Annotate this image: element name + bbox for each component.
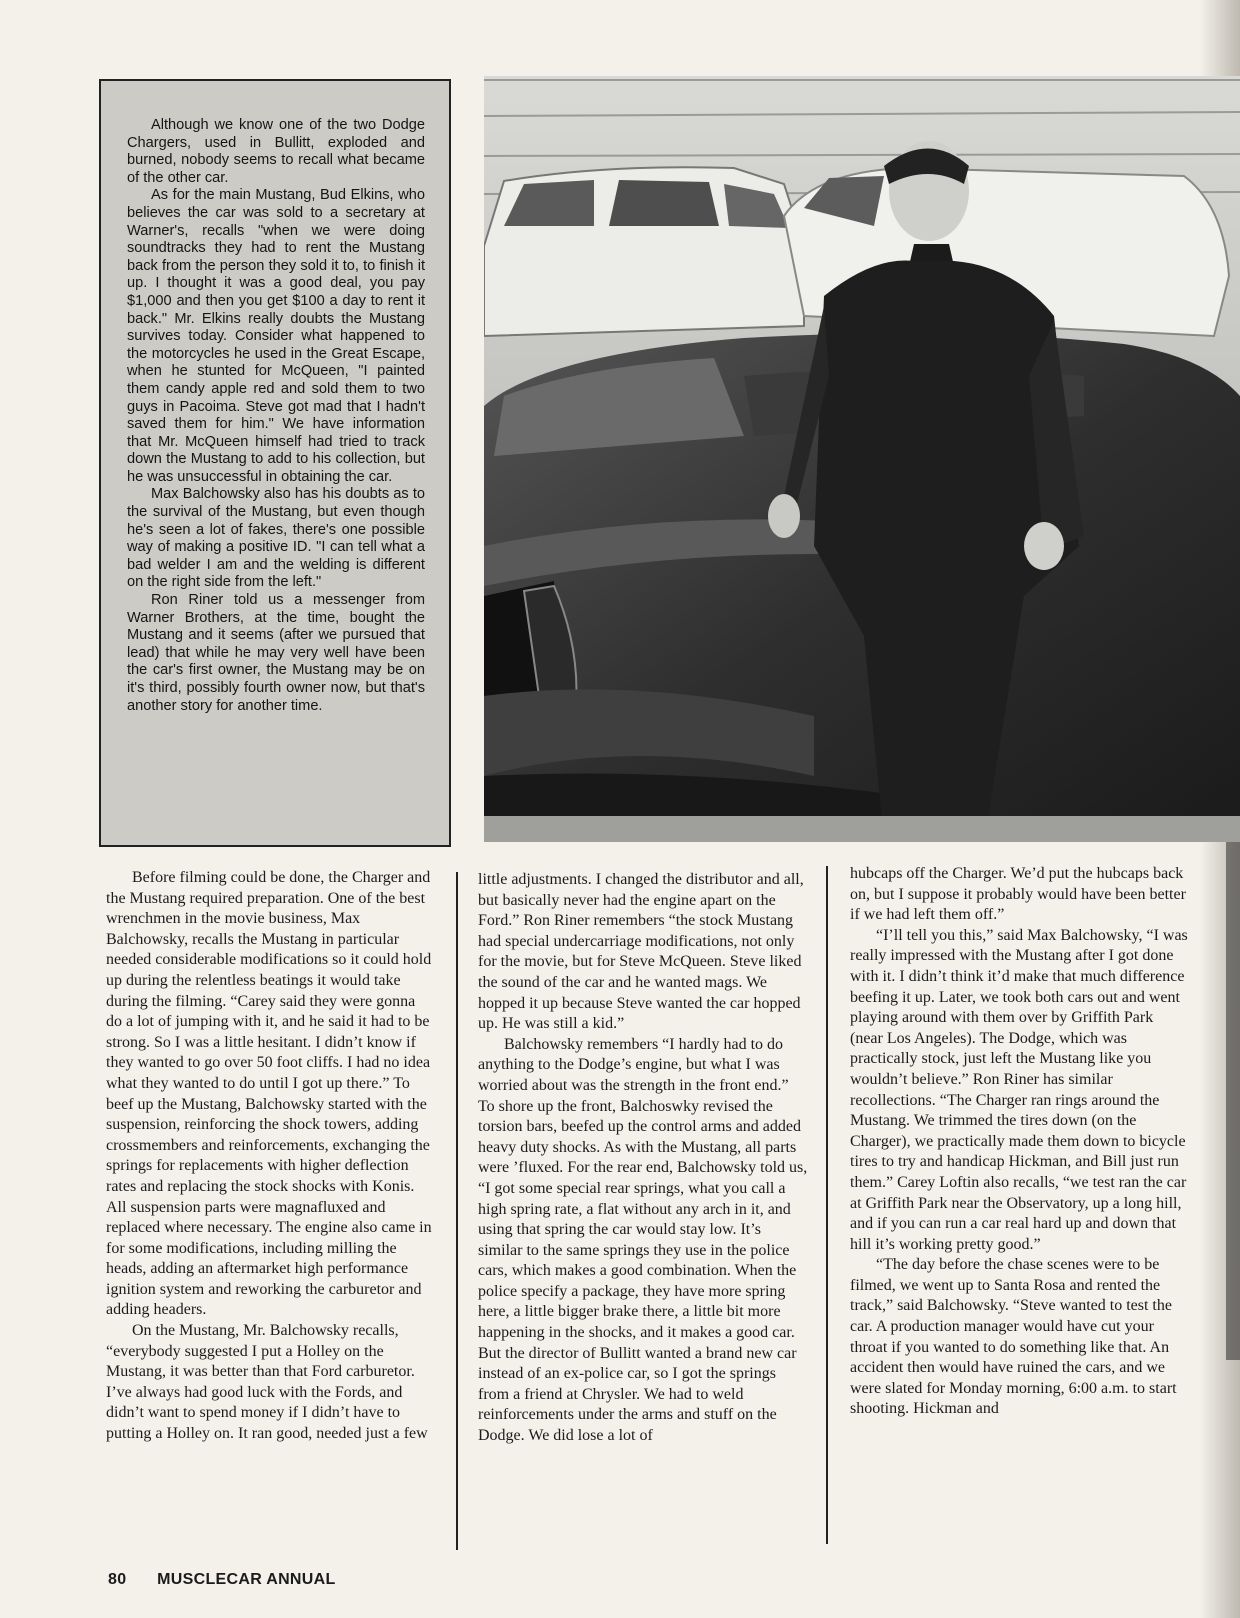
article-paragraph: little adjustments. I changed the distributor and all, but basically never had the engine apart on the Ford.” Ron Riner remembers “the stock Mustang had special undercarriage modifications, not only for the movie, but for Steve McQueen. Steve liked the sound of the car and he wanted mags. We hopped it up because Steve wanted the car hopped up. He was still a kid.”: [478, 871, 804, 1033]
article-paragraph: hubcaps off the Charger. We’d put the hubcaps back on, but I suppose it probably would have been better if we had left them off.”: [850, 865, 1186, 924]
page-edge-binding: [1226, 840, 1240, 1360]
sidebar-paragraph: Ron Riner told us a messenger from Warner Brothers, at the time, bought the Mustang and it seems (after we pursued that lead) that while he may very well have been the car's first owner, the Mustang may be on it's third, possibly fourth owner now, but that's another story for another time.: [127, 592, 425, 714]
article-paragraph: Balchowsky remembers “I hardly had to do anything to the Dodge’s engine, but what I was worried about was the strength in the front end.” To shore up the front, Balchoswky revised the torsion bars, beefed up the control arms and added heavy duty shocks. As with the Mustang, all parts were ’fluxed. For the rear end, Balchowsky told us, “I got some special rear springs, what you call a high spring rate, a flat without any arch in it, and using that spring the car would stay low. It’s similar to the same springs they use in the police cars, which makes a good combination. When the police specify a package, they have more spring here, a little bigger brake there, a little bit more happening in the shocks, and it makes a good car. But the director of Bullitt wanted a brand new car instead of an ex-police car, so I got the springs from a friend at Chrysler. We had to weld reinforcements under the arms and stuff on the Dodge. We did lose a lot of: [478, 1035, 808, 1445]
column-rule: [826, 866, 828, 1544]
sidebar-paragraph: As for the main Mustang, Bud Elkins, who believes the car was sold to a secretary at Warner's, recalls "when we were doing soundtracks they had to rent the Mustang back from the person they sold it to, to finish it up. I thought it was a good deal, you pay $1,000 and then you get $100 a day to rent it back." Mr. Elkins really doubts the Mustang survives today. Consider what happened to the motorcycles he used in the Great Escape, when he stunted for McQueen, "I painted them candy apple red and sold them to two guys in Pacoima. Steve got mad that I hadn't saved them for him." We have information that Mr. McQueen himself had tried to track down the Mustang to add to his collection, but he was unsuccessful in obtaining the car.: [127, 187, 425, 485]
article-column-3: [850, 864, 1188, 1420]
article-paragraph: “The day before the chase scenes were to be filmed, we went up to Santa Rosa and rented the track,” said Balchowsky. “Steve wanted to test the car. A production manager would have cut your throat if you wanted to do something like that. An accident then would have ruined the cars, and we were slated for Monday morning, 6:00 a.m. to start shooting. Hickman and: [850, 1256, 1177, 1418]
article-paragraph: On the Mustang, Mr. Balchowsky recalls, “everybody suggested I put a Holley on the Mustang, it was better than that Ford carburetor. I’ve always had good luck with the Fords, and didn’t want to spend money if I didn’t have to putting a Holley on. It ran good, needed just a few: [106, 1322, 428, 1443]
column-rule: [456, 872, 458, 1550]
photo: [484, 76, 1240, 842]
sidebar-paragraph: Max Balchowsky also has his doubts as to the survival of the Mustang, but even though he's seen a lot of fakes, there's one possible way of making a positive ID. "I can tell what a bad welder I am and the welding is different on the right side from the left.": [127, 486, 425, 591]
article-paragraph: Before filming could be done, the Charger and the Mustang required preparation. One of the best wrenchmen in the movie business, Max Balchowsky, recalls the Mustang in particular needed considerable modifications so it could hold up during the relentless beatings it would take during the filming. “Carey said they were gonna do a lot of jumping with it, and he said it had to be strong. So I was a little hesitant. I didn’t know if they wanted to go over 50 foot cliffs. I had no idea what they wanted to do until I got up there.” To beef up the Mustang, Balchowsky started with the suspension, reinforcing the shock towers, adding crossmembers and reinforcements, exchanging the springs for replacements with higher deflection rates and replacing the stock shocks with Konis. All suspension parts were magnafluxed and replaced where necessary. The engine also came in for some modifications, including milling the heads, adding an aftermarket high performance ignition system and reworking the carburetor and adding headers.: [106, 869, 432, 1319]
article-column-1: [106, 868, 432, 1445]
page-footer: [108, 1571, 336, 1589]
article-column-2: [478, 870, 808, 1447]
sidebar-box: [99, 79, 451, 847]
photo-illustration: [484, 76, 1240, 842]
publication-name: MUSCLECAR ANNUAL: [157, 1571, 336, 1588]
article-paragraph: “I’ll tell you this,” said Max Balchowsky, “I was really impressed with the Mustang after I got done with it. I didn’t think it’d make that much difference beefing it up. Later, we took both cars out and went playing around with them over by Griffith Park (near Los Angeles). The Dodge, which was practically stock, just left the Mustang like you wouldn’t believe.” Ron Riner has similar recollections. “The Charger ran rings around the Mustang. We trimmed the tires down (on the Charger), we practically made them down to bicycle tires to try and handicap Hickman, and Bill just run them.” Carey Loftin also recalls, “we test ran the car at Griffith Park near the Observatory, up a long hill, and if you can run a car real hard up and down that hill it’s working pretty good.”: [850, 926, 1188, 1253]
page-number: 80: [108, 1571, 127, 1588]
sidebar-paragraph: Although we know one of the two Dodge Chargers, used in Bullitt, exploded and burned, nobody seems to recall what became of the other car.: [127, 117, 425, 186]
